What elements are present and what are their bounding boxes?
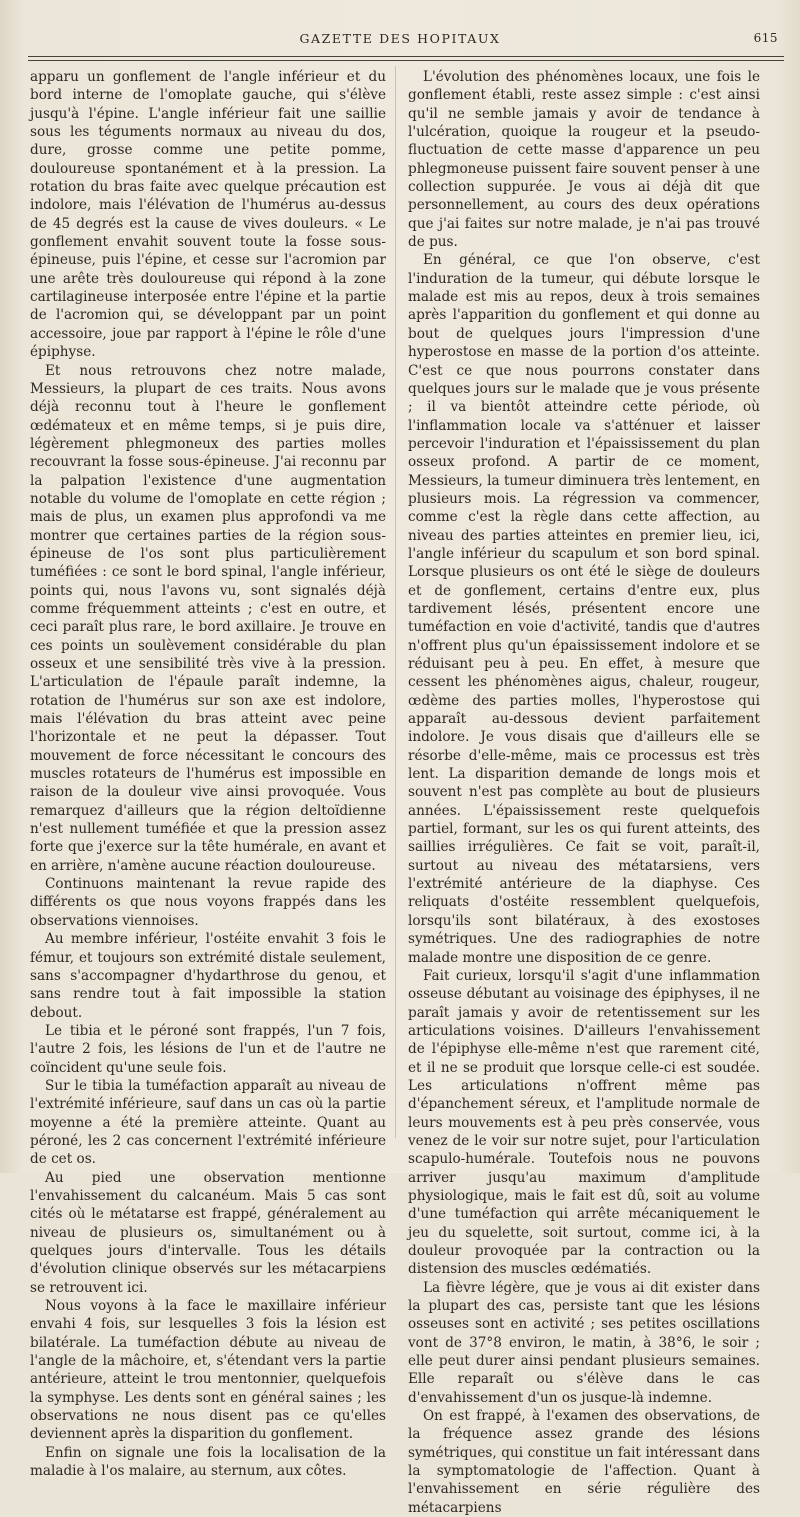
header-rule-thin — [28, 56, 784, 57]
header-rule-thick — [28, 60, 784, 61]
paragraph: L'évolution des phénomènes locaux, une fois le gonflement établi, reste assez simple : c'est ainsi qu'il ne semble jamais y avoir de tendance à l'ulcération, quoique la rougeur et la pseudo-fluctuation de cette masse d'apparence un peu phlegmoneuse puissent faire souvent penser à une collection suppurée. Je vous ai déjà dit que personnellement, au cours des deux opérations que j'ai faites sur notre malade, je n'ai pas trouvé de pus. — [408, 69, 760, 251]
paragraph: Et nous retrouvons chez notre malade, Messieurs, la plupart de ces traits. Nous avons déjà reconnu tout à l'heure le gonflement œdémateux et en même temps, si je puis dire, légèrement phlegmoneux des parties molles recouvrant la fosse sous-épineuse. J'ai reconnu par la palpation l'existence d'une augmentation notable du volume de l'omoplate en cette région ; mais de plus, un examen plus approfondi va me montrer que certaines parties de la région sous-épineuse de l'os sont plus particulièrement tuméfiées : ce sont le bord spinal, l'angle inférieur, points qui, nous l'avons vu, sont signalés déjà comme fréquemment atteints ; c'est en outre, et ceci paraît plus rare, le bord axillaire. Je trouve en ces points un soulèvement considérable du plan osseux et une sensibilité très vive à la pression. L'articulation de l'épaule paraît indemne, la rotation de l'humérus sur son axe est indolore, mais l'élévation du bras atteint avec peine l'horizontale et ne peut la dépasser. Tout mouvement de force nécessitant le concours des muscles rotateurs de l'humérus est impossible en raison de la douleur vive ainsi provoquée. Vous remarquez d'ailleurs que la région deltoïdienne n'est nullement tuméfiée et que la pression assez forte que j'exerce sur la tête humérale, en avant et en arrière, n'amène aucune réaction douloureuse. — [30, 362, 386, 874]
paragraph: Nous voyons à la face le maxillaire inférieur envahi 4 fois, sur lesquelles 3 fois la lésion est bilatérale. La tuméfaction débute au niveau de l'angle de la mâchoire, et, s'étendant vers la partie antérieure, atteint le trou mentonnier, quelquefois la symphyse. Les dents sont en général saines ; les observations ne nous disent pas ce qu'elles deviennent après la disparition du gonflement. — [30, 1298, 386, 1443]
column-divider — [395, 66, 396, 1138]
paragraph: Le tibia et le péroné sont frappés, l'un 7 fois, l'autre 2 fois, les lésions de l'un et de l'autre ne coïncident qu'une seule fois. — [30, 1022, 386, 1076]
paragraph: La fièvre légère, que je vous ai dit exister dans la plupart des cas, persiste tant que les lésions osseuses sont en activité ; ses petites oscillations vont de 37°8 environ, le matin, à 38°6, le soir ; elle peut durer ainsi pendant plusieurs semaines. Elle reparaît ou s'élève dans le cas d'envahissement d'un os jusque-là indemne. — [408, 1279, 760, 1406]
paragraph: Fait curieux, lorsqu'il s'agit d'une inflammation osseuse débutant au voisinage des épiphyses, il ne paraît jamais y avoir de retentissement sur les articulations voisines. D'ailleurs l'envahissement de l'épiphyse elle-même n'est que rarement cité, et il ne se produit que lorsque celle-ci est soudée. Les articulations n'offrent même pas d'épanchement séreux, et l'amplitude normale de leurs mouvements est à peu près conservée, vous venez de le voir sur notre sujet, pour l'articulation scapulo-humérale. Toutefois nous ne pouvons arriver jusqu'au maximum d'amplitude physiologique, mais le fait est dû, soit au volume d'une tuméfaction qui arrête mécaniquement le jeu du squelette, soit surtout, comme ici, à la douleur provoquée par la contraction ou la distension des muscles œdématiés. — [408, 967, 760, 1278]
paragraph: Au membre inférieur, l'ostéite envahit 3 fois le fémur, et toujours son extrémité distale seulement, sans s'accompagner d'hydarthrose du genou, et sans rendre tout à fait impossible la station debout. — [30, 931, 386, 1021]
paragraph: Sur le tibia la tuméfaction apparaît au niveau de l'extrémité inférieure, sauf dans un cas où la partie moyenne a été la première atteinte. Quant au péroné, les 2 cas concernent l'extrémité inférieure de cet os. — [30, 1077, 386, 1168]
journal-title: GAZETTE DES HOPITAUX — [299, 31, 501, 46]
paragraph: Enfin on signale une fois la localisation de la maladie à l'os malaire, au sternum, aux côtes. — [30, 1444, 386, 1480]
paragraph: On est frappé, à l'examen des observations, de la fréquence assez grande des lésions symétriques, qui constitue un fait intéressant dans la symptomatologie de l'affection. Quant à l'envahissement en série régulière des métacarpiens — [408, 1408, 760, 1516]
paragraph: En général, ce que l'on observe, c'est l'induration de la tumeur, qui débute lorsque le malade est mis au repos, deux à trois semaines après l'apparition du gonflement et qui donne au bout de quelques jours l'impression d'une hyperostose en masse de la portion d'os atteinte. C'est ce que nous pourrons constater dans quelques jours sur le malade que je vous présente ; il va bientôt atteindre cette période, où l'inflammation locale va s'atténuer et laisser percevoir l'induration et l'épaississement du plan osseux profond. A partir de ce moment, Messieurs, la tumeur diminuera très lentement, en plusieurs mois. La régression va commencer, comme c'est la règle dans cette affection, au niveau des parties atteintes en premier lieu, ici, l'angle inférieur du scapulum et son bord spinal. Lorsque plusieurs os ont été le siège de douleurs et de gonflement, certains d'entre eux, plus tardivement lésés, présentent encore une tuméfaction en voie d'activité, tandis que d'autres n'offrent plus qu'un épaississement indolore et se réduisant peu à peu. En effet, à mesure que cessent les phénomènes aigus, chaleur, rougeur, œdème des parties molles, l'hyperostose qui apparaît au-dessous devient parfaitement indolore. Je vous disais que d'ailleurs elle se résorbe d'elle-même, mais ce processus est très lent. La disparition demande de longs mois et souvent n'est pas complète au bout de plusieurs années. L'épaississement reste quelquefois partiel, formant, sur les os qui furent atteints, des saillies irrégulières. Ce fait se voit, paraît-il, surtout au niveau des métatarsiens, vers l'extrémité antérieure de la diaphyse. Ces reliquats d'ostéite ressemblent quelquefois, lorsqu'ils sont bilatéraux, à des exostoses symétriques. Une des radiographies de notre malade montre une disposition de ce genre. — [408, 252, 760, 966]
right-column — [408, 68, 760, 1516]
running-header — [0, 31, 800, 51]
paragraph: apparu un gonflement de l'angle inférieur et du bord interne de l'omoplate gauche, qui s'élève jusqu'à l'épine. L'angle inférieur fait une saillie sous les téguments normaux au niveau du dos, dure, grosse comme une petite pomme, douloureuse spontanément et à la pression. La rotation du bras faite avec quelque précaution est indolore, mais l'élévation de l'humérus au-dessus de 45 degrés est la cause de vives douleurs. « Le gonflement envahit souvent toute la fosse sous-épineuse, puis l'épine, et cesse sur l'acromion par une arête très douloureuse qui répond à la zone cartilagineuse interposée entre l'épine et la partie de l'acromion qui, se développant par un point accessoire, joue par rapport à l'épine le rôle d'une épiphyse. — [30, 69, 386, 361]
left-column — [30, 68, 386, 1480]
paragraph: Continuons maintenant la revue rapide des différents os que nous voyons frappés dans les observations viennoises. — [30, 876, 386, 929]
page-number: 615 — [753, 31, 778, 45]
paragraph: Au pied une observation mentionne l'envahissement du calcanéum. Mais 5 cas sont cités où le métatarse est frappé, généralement au niveau de plusieurs os, simultanément ou à quelques jours d'intervalle. Tous les détails d'évolution clinique observés sur les métacarpiens se retrouvent ici. — [30, 1169, 386, 1296]
